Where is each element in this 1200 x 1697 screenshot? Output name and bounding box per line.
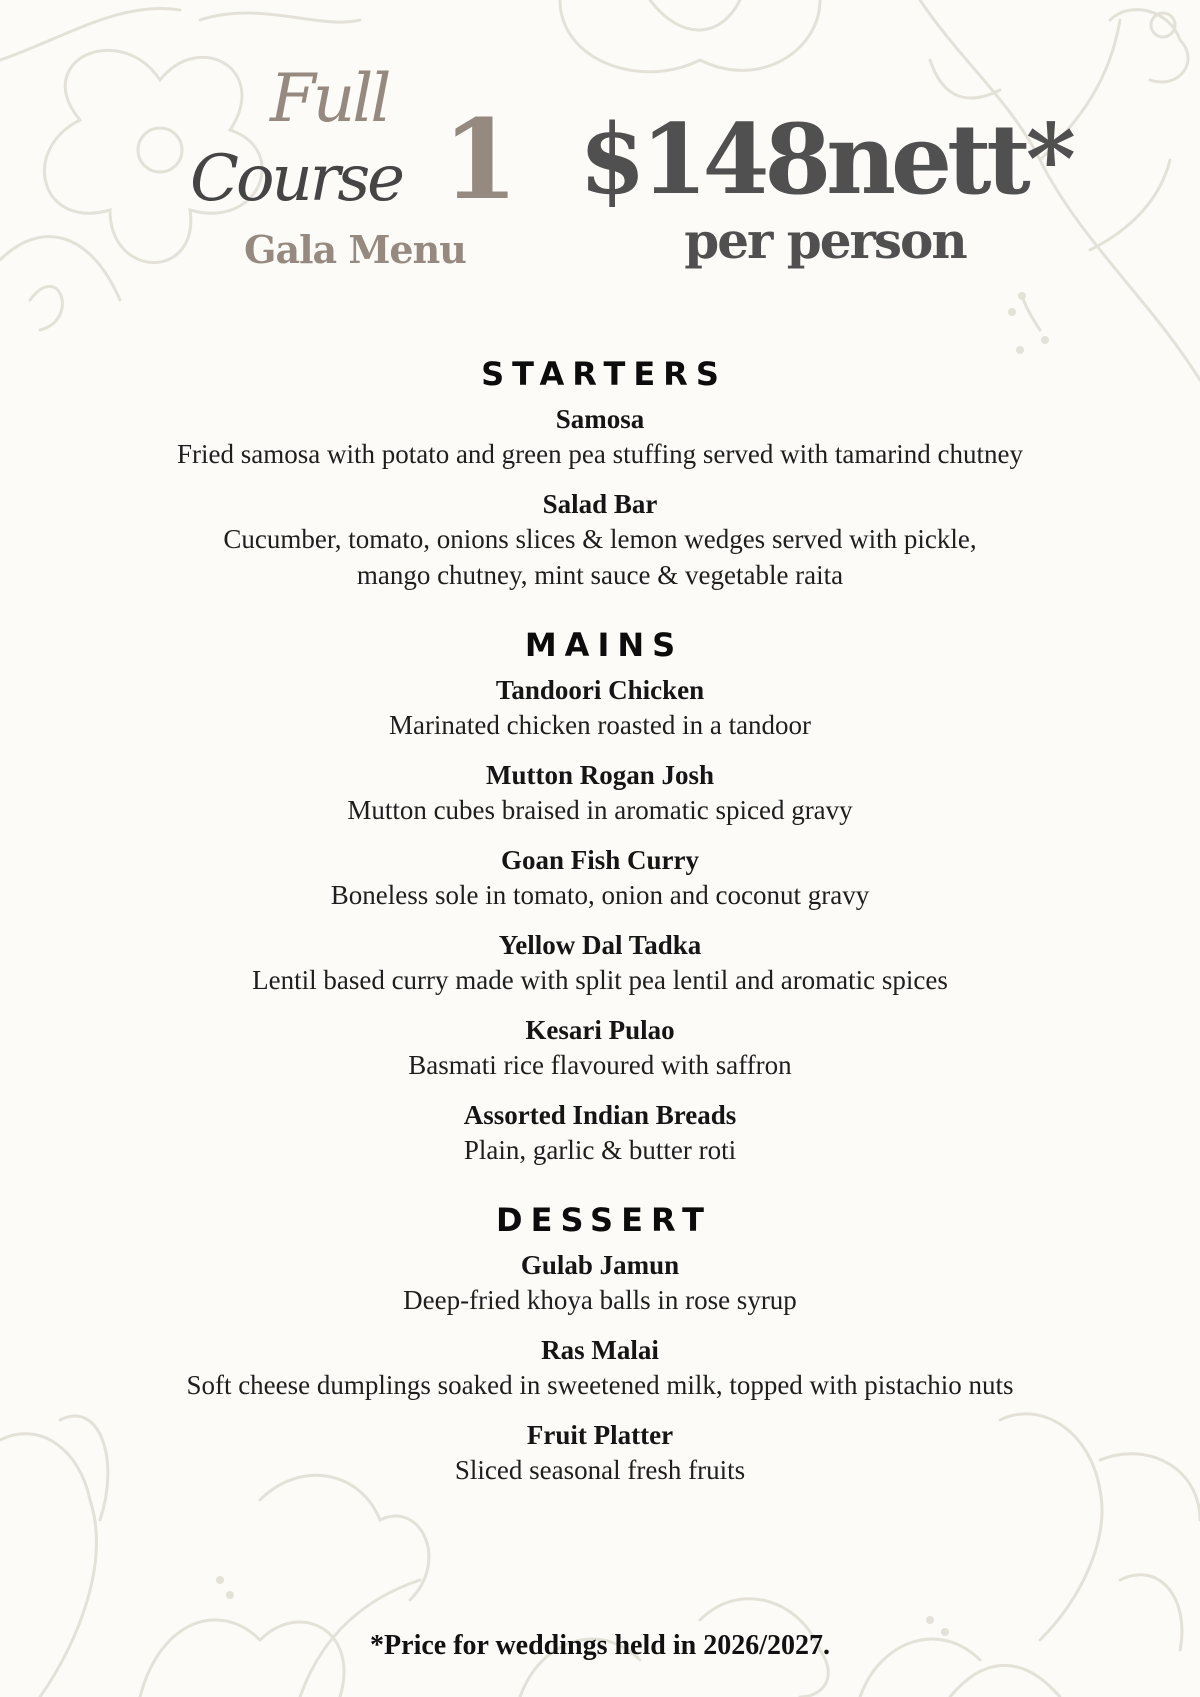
section-title: STARTERS [481, 355, 727, 393]
price-block [560, 103, 1090, 270]
title-script-full: Full [270, 60, 389, 137]
menu-item-description: Plain, garlic & butter roti [463, 1135, 737, 1165]
menu-item-name: Tandoori Chicken [495, 675, 705, 705]
section-dessert [0, 1198, 1200, 1488]
menu-item-name: Fruit Platter [526, 1420, 674, 1450]
menu-item-name: Kesari Pulao [525, 1015, 675, 1045]
menu-item [0, 928, 1200, 998]
menu-item-description: Fried samosa with potato and green pea stuffing served with tamarind chutney [176, 439, 1024, 469]
section-title: DESSERT [496, 1201, 712, 1239]
menu-subtitle: Gala Menu [244, 227, 466, 272]
title-script-course: Course [190, 142, 403, 216]
menu-item-description: Mutton cubes braised in aromatic spiced gravy [347, 795, 853, 825]
menu-item [0, 758, 1200, 828]
menu-item-description: Boneless sole in tomato, onion and coconut gravy [330, 880, 870, 910]
menu-item-name: Yellow Dal Tadka [498, 930, 702, 960]
menu-item-description: Lentil based curry made with split pea lentil and aromatic spices [252, 965, 948, 995]
price-footnote: *Price for weddings held in 2026/2027. [370, 1630, 830, 1661]
course-number: 1 [442, 95, 519, 224]
section-starters [0, 352, 1200, 593]
menu-item [0, 1333, 1200, 1403]
menu-item [0, 843, 1200, 913]
menu-item-name: Ras Malai [541, 1335, 659, 1365]
menu-item-name: Gulab Jamun [520, 1250, 680, 1280]
menu-item-name: Mutton Rogan Josh [485, 760, 715, 790]
price-value: $148nett* [579, 103, 1071, 216]
menu-item [0, 487, 1200, 593]
menu-item-description: Marinated chicken roasted in a tandoor [388, 710, 812, 740]
price-unit: per person [684, 211, 966, 270]
menu-item-description: Basmati rice flavoured with saffron [408, 1050, 792, 1080]
menu-item-name: Goan Fish Curry [500, 845, 700, 875]
menu-item-description: Soft cheese dumplings soaked in sweetened milk, topped with pistachio nuts [186, 1370, 1014, 1400]
menu-item [0, 402, 1200, 472]
menu-item [0, 673, 1200, 743]
menu-item-description: Deep-fried khoya balls in rose syrup [403, 1285, 797, 1315]
menu-item-name: Assorted Indian Breads [463, 1100, 737, 1130]
menu-item [0, 1013, 1200, 1083]
section-title: MAINS [524, 626, 684, 664]
menu-sections [0, 352, 1200, 1518]
menu-title-block [190, 62, 520, 302]
section-mains [0, 623, 1200, 1168]
menu-item-name: Samosa [555, 404, 645, 434]
menu-item [0, 1098, 1200, 1168]
menu-item-description: Sliced seasonal fresh fruits [454, 1455, 746, 1485]
menu-item-description: Cucumber, tomato, onions slices & lemon wedges served with pickle, mango chutney, mint sauce & vegetable raita [223, 524, 977, 590]
menu-item [0, 1248, 1200, 1318]
menu-item [0, 1418, 1200, 1488]
floral-petals-top-center-icon [560, 0, 820, 72]
menu-item-name: Salad Bar [542, 489, 658, 519]
